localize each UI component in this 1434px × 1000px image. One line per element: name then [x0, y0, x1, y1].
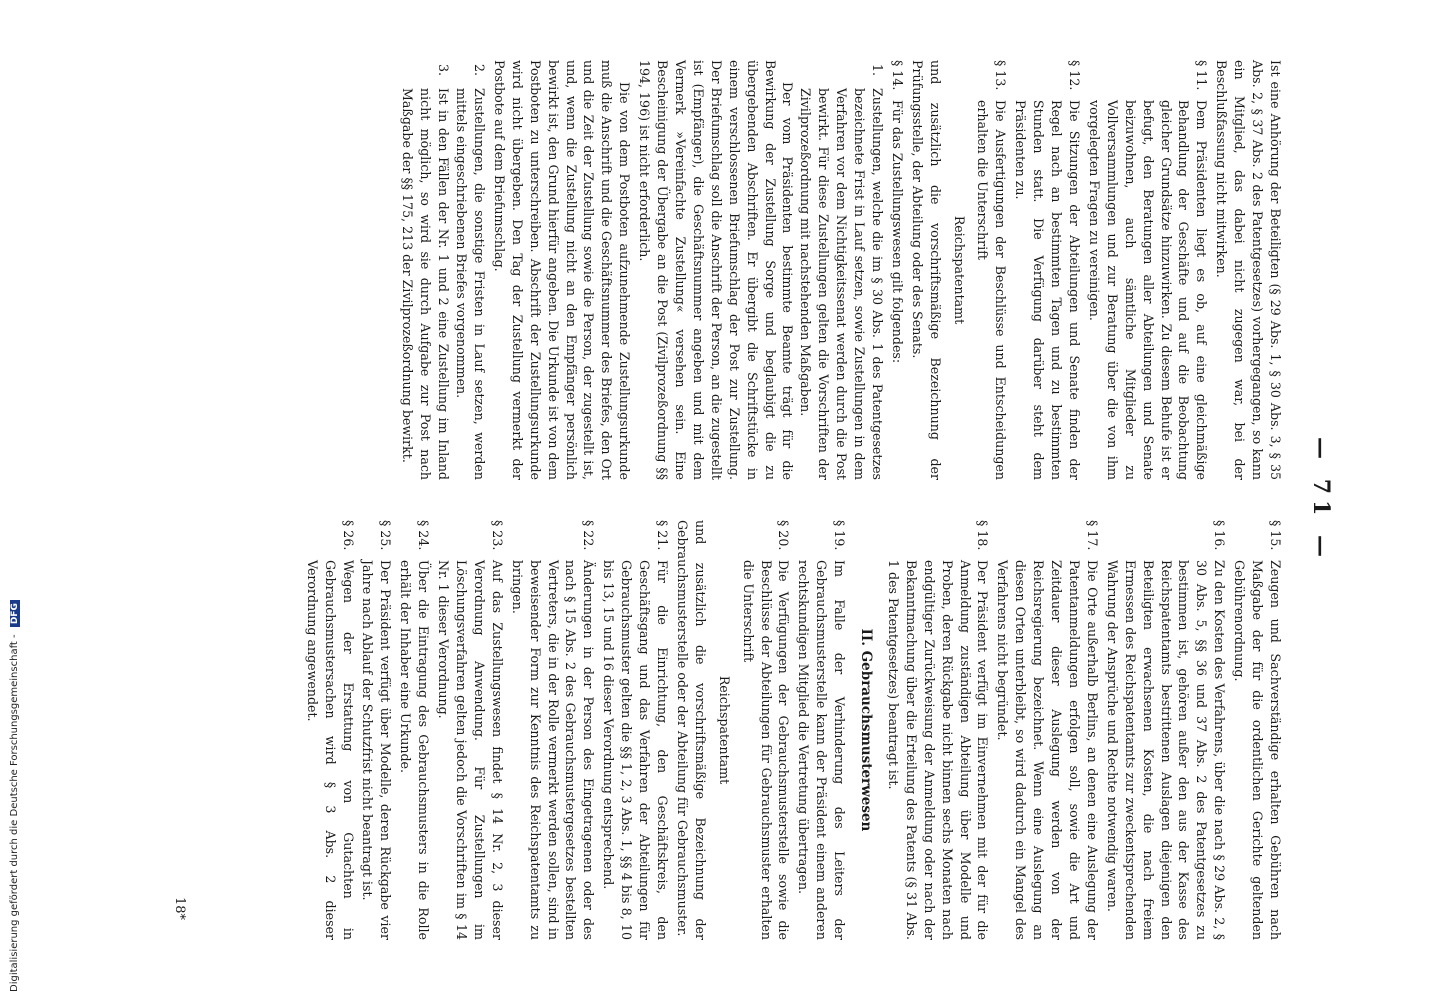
section-heading: II. Gebrauchsmusterwesen — [858, 628, 875, 832]
paragraph: Der vom Präsidenten bestimmte Beamte trägt für die Bewirkung der Zustellung Sorge und beglaubigt die zu übergebenden Abschriften. Er übergibt die Schriftstücke in einem verschlossenen Briefumschlag der Post zur Zustellung. Der Briefumschlag soll die Anschrift der Person, an die zugestellt ist (Empfänger), die Geschäftsnummer angeben und mit dem Vermerk »Vereinfachte Zustellung« versehen sein. Eine Bescheinigung der Übergabe an die Post (Zivilprozeßordnung §§ 194, 196) ist nicht erforderlich. — [637, 60, 796, 480]
signature-line: Reichspatentamt — [716, 675, 732, 785]
section-text: Über die Eintragung des Gebrauchsmusters in die Rolle erhält der Inhaber eine Urkunde. — [398, 560, 432, 940]
section-number: § 22. — [581, 520, 597, 551]
section-number: § 12. — [1067, 60, 1083, 91]
item-text: Zustellungen, die sonstige Fristen in Lauf setzen, werden mittels eingeschriebenen Briefes vorgenommen. — [454, 88, 488, 480]
section-number: § 14. — [889, 60, 905, 91]
section-text: Der Präsident verfügt über Modelle, deren Rückgabe vier Jahre nach Ablauf der Schutzfrist nicht beantragt ist. — [360, 560, 394, 940]
left-column — [184, 60, 1284, 480]
section-paragraph — [794, 520, 848, 940]
section-number: § 19. — [832, 520, 848, 551]
section-text: Die Verfügungen der Gebrauchsmusterstelle sowie die Beschlüsse der Abteilungen für Gebrauchsmuster erhalten die Unterschrift — [740, 560, 792, 940]
right-column — [184, 520, 1284, 940]
item-number: 3. — [436, 64, 452, 77]
section-paragraph — [908, 60, 944, 480]
section-paragraph — [599, 520, 671, 940]
section-text: und zusätzlich die vorschriftsmäßige Bezeichnung der Prüfungsstelle, der Abteilung oder des Senats. — [909, 60, 943, 480]
section-paragraph — [1103, 520, 1228, 940]
section-number: § 20. — [776, 520, 792, 551]
section-paragraph — [396, 520, 432, 940]
section-text: Für das Zustellungswesen gilt folgendes: — [889, 100, 905, 364]
section-paragraph — [303, 520, 357, 940]
section-paragraph — [359, 520, 395, 940]
section-paragraph — [508, 520, 598, 940]
section-number: § 23. — [489, 520, 505, 551]
section-text: Im Falle der Verhinderung des Leiters der Gebrauchsmusterstelle kann der Präsident einem anderen rechtskundigen Mitglied die Vertretung übertragen. — [796, 560, 848, 940]
section-number: § 21. — [655, 520, 670, 551]
section-text: Für die Einrichtung, den Geschäftskreis, den Geschäftsgang und das Verfahren der Abteilungen für Gebrauchsmuster gelten die §§ 1, 2, 3 Abs. 1, §§ 4 bis 8, 10 bis 13, 15 und 16 dieser Verordnung entsprechend. — [601, 560, 670, 940]
section-paragraph — [1212, 60, 1284, 480]
section-text: Zu den Kosten des Verfahrens, über die nach § 29 Abs. 2, § 30 Abs. 5, §§ 36 und 37 Abs. 2 des Patentgesetzes zu bestimmen ist, gehören außer den aus der Kasse des Reichspatentamts bestrittenen Auslagen diejenigen den Beteiligten erwachsenen Kosten, die nach freiem Ermessen des Reichspatentamts zur zweckentsprechenden Wahrung der Ansprüche und Rechte notwendig waren. — [1104, 560, 1228, 940]
item-number: 1. — [869, 64, 885, 77]
document-sheet — [164, 60, 1344, 940]
section-paragraph — [1230, 520, 1284, 940]
section-paragraph — [1085, 60, 1210, 480]
digitization-credit — [0, 0, 24, 1000]
section-paragraph — [888, 60, 906, 480]
section-number: § 18. — [975, 520, 991, 551]
section-number: § 11. — [1194, 60, 1210, 91]
section-paragraph — [884, 520, 991, 940]
section-number: § 26. — [340, 520, 356, 551]
paragraph: Die von dem Postboten aufzunehmende Zustellungsurkunde muß die Anschrift und die Geschäftsnummer des Briefes, den Ort und die Zeit der Zustellung sowie die Person, der zugestellt ist, und, wenn die Zustellung nicht an den Empfänger persönlich bewirkt ist, den Grund hierfür angeben. Die Urkunde ist von dem Postboten zu unterschreiben. Abschrift der Zustellungsurkunde wird nicht übergeben. Den Tag der Zustellung vermerkt der Postbote auf dem Briefumschlag. — [491, 60, 633, 480]
section-text: Änderungen in der Person des Eingetragenen oder des nach § 15 Abs. 2 des Gebrauchsmustergesetzes bestellten Vertreters, die in der Rolle vermerkt werden sollen, sind in beweisender Form zur Kenntnis des Reichspatentamts zu bringen. — [509, 560, 597, 940]
section-text: Wegen der Erstattung von Gutachten in Gebrauchsmustersachen wird § 3 Abs. 2 dieser Verordnung angewendet. — [304, 560, 356, 940]
section-paragraph — [434, 520, 506, 940]
section-text: Der Präsident verfügt im Einvernehmen mit der für die Anmeldung zuständigen Abteilung über Modelle und Proben, deren Rückgabe nicht binnen sechs Monaten nach endgültiger Zurückweisung der Anmeldung oder nach der Bekanntmachung über die Erteilung des Patents (§ 31 Abs. 1 des Patentgesetzes) beantragt ist. — [885, 560, 991, 940]
section-text: Zeugen und Sachverständige erhalten Gebühren nach Maßgabe der für die ordentlichen Gerichte geltenden Gebührenordnung. — [1232, 560, 1283, 940]
section-text: Die Orte außerhalb Berlins, an denen eine Auslegung der Patentanmeldungen erfolgen soll, sowie die Art und Zeitdauer dieser Auslegung werden von der Reichsregierung bezeichnet. Wenn eine Auslegung an diesen Orten unterbleibt, so wird dadurch ein Mangel des Verfahrens nicht begründet. — [995, 560, 1100, 940]
section-paragraph — [994, 520, 1101, 940]
sheet-mark: 18* — [172, 896, 187, 920]
section-text: Ist eine Anhörung der Beteiligten (§ 29 Abs. 1, § 30 Abs. 3, § 35 Abs. 2, § 37 Abs. 2 des Patentgesetzes) vorhergegangen, so kann ein Mitglied, das dabei nicht zugegen war, bei der Beschlußfassung nicht mitwirken. — [1214, 60, 1283, 480]
credit-text: Digitalisierung gefördert durch die Deutsche Forschungsgemeinschaft - — [9, 634, 20, 992]
section-paragraph — [739, 520, 793, 940]
numbered-item — [452, 60, 488, 480]
item-text: Ist in den Fällen der Nr. 1 und 2 eine Zustellung im Inland nicht möglich, so wird sie durch Aufgabe zur Post nach Maßgabe der §§ 175, 213 der Zivilprozeßordnung bewirkt. — [400, 88, 452, 480]
section-number: § 25. — [378, 520, 394, 551]
section-text: Auf das Zustellungswesen findet § 14 Nr. 2, 3 dieser Verordnung Anwendung. Für Zustellungen im Löschungsverfahren gelten jedoch die Vorschriften im § 14 Nr. 1 dieser Verordnung. — [436, 560, 505, 940]
section-text: Dem Präsidenten liegt es ob, auf eine gleichmäßige Behandlung der Geschäfte und auf die Beobachtung gleicher Grundsätze hinzuwirken. Zu diesem Behufe ist er befugt, den Beratungen aller Abteilungen und Senate beizuwohnen, auch sämtliche Mitglieder zu Vollversammlungen und zur Beratung über die von ihm vorgelegten Fragen zu vereinigen. — [1086, 100, 1210, 480]
dfg-logo: DFG — [10, 600, 20, 627]
section-text: Die Ausfertigungen der Beschlüsse und Entscheidungen erhalten die Unterschrift — [975, 100, 1009, 480]
section-paragraph — [974, 60, 1010, 480]
item-number: 2. — [472, 64, 488, 77]
page-number: — 71 — — [1308, 437, 1334, 563]
section-paragraph — [1011, 60, 1083, 480]
item-text: Zustellungen, welche die im § 30 Abs. 1 des Patentgesetzes bezeichnete Frist in Lauf setzen, sowie Zustellungen in dem Verfahren vor dem Nichtigkeitssenat werden durch die Post bewirkt. Für diese Zustellungen gelten die Vorschriften der Zivilprozeßordnung mit nachstehenden Maßgaben. — [798, 88, 885, 480]
section-number: § 16. — [1212, 520, 1228, 551]
section-text: und zusätzlich die vorschriftsmäßige Bezeichnung der Gebrauchsmusterstelle oder der Abteilung für Gebrauchsmuster. — [674, 520, 708, 940]
section-number: § 24. — [416, 520, 432, 551]
numbered-item — [399, 60, 453, 480]
section-number: § 13. — [993, 60, 1009, 91]
signature-line: Reichspatentamt — [951, 215, 967, 325]
section-text: Die Sitzungen der Abteilungen und Senate finden der Regel nach an bestimmten Tagen und zu bestimmten Stunden statt. Die Verfügung darüber steht dem Präsidenten zu. — [1013, 100, 1083, 480]
numbered-item — [796, 60, 886, 480]
section-number: § 17. — [1084, 520, 1100, 551]
section-paragraph — [673, 520, 709, 940]
text-columns — [184, 60, 1284, 940]
section-number: § 15. — [1268, 520, 1283, 551]
